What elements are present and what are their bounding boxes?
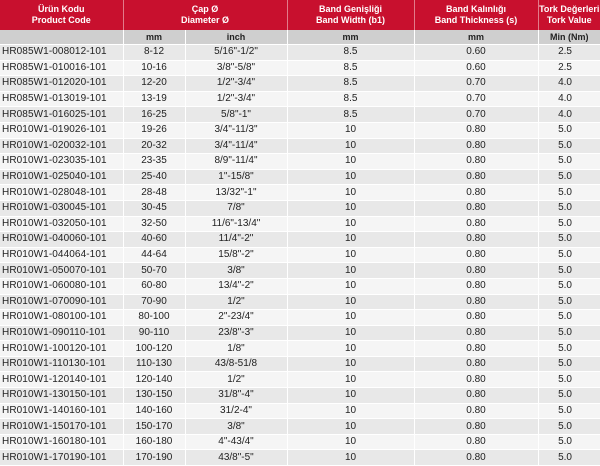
cell-torque: 5.0 (538, 216, 600, 232)
header-row (0, 0, 600, 30)
cell-product-code: HR010W1-025040-101 (0, 169, 123, 185)
table-row (0, 45, 600, 61)
cell-band-thickness: 0.70 (414, 107, 538, 123)
cell-band-width: 8.5 (287, 45, 414, 61)
cell-diameter-inch: 3/8" (185, 263, 287, 279)
cell-diameter-mm: 110-130 (123, 356, 185, 372)
cell-band-thickness: 0.80 (414, 341, 538, 357)
table-row (0, 216, 600, 232)
table-row (0, 341, 600, 357)
cell-band-thickness: 0.70 (414, 91, 538, 107)
table-row (0, 372, 600, 388)
table-row (0, 60, 600, 76)
cell-diameter-mm: 32-50 (123, 216, 185, 232)
cell-torque: 5.0 (538, 419, 600, 435)
cell-product-code: HR010W1-130150-101 (0, 388, 123, 404)
cell-torque: 5.0 (538, 356, 600, 372)
cell-torque: 4.0 (538, 91, 600, 107)
cell-diameter-inch: 43/8"-5" (185, 450, 287, 466)
cell-diameter-inch: 23/8"-3" (185, 325, 287, 341)
cell-band-width: 8.5 (287, 91, 414, 107)
unit-blank (0, 30, 123, 45)
cell-torque: 5.0 (538, 450, 600, 466)
cell-diameter-mm: 12-20 (123, 76, 185, 92)
cell-band-width: 10 (287, 372, 414, 388)
cell-torque: 5.0 (538, 185, 600, 201)
cell-band-width: 10 (287, 200, 414, 216)
header-product-code: Ürün Kodu Product Code (0, 0, 123, 30)
cell-diameter-mm: 170-190 (123, 450, 185, 466)
cell-product-code: HR010W1-040060-101 (0, 232, 123, 248)
cell-product-code: HR010W1-080100-101 (0, 310, 123, 326)
cell-band-thickness: 0.80 (414, 263, 538, 279)
cell-band-width: 10 (287, 169, 414, 185)
table-row (0, 278, 600, 294)
unit-torque: Min (Nm) (538, 30, 600, 45)
unit-mm-width: mm (287, 30, 414, 45)
cell-band-thickness: 0.80 (414, 216, 538, 232)
table-row (0, 263, 600, 279)
cell-band-thickness: 0.80 (414, 185, 538, 201)
cell-product-code: HR085W1-016025-101 (0, 107, 123, 123)
cell-band-width: 10 (287, 294, 414, 310)
cell-band-thickness: 0.80 (414, 154, 538, 170)
cell-torque: 5.0 (538, 278, 600, 294)
table-row (0, 107, 600, 123)
cell-torque: 5.0 (538, 154, 600, 170)
cell-band-thickness: 0.60 (414, 45, 538, 61)
cell-band-width: 10 (287, 138, 414, 154)
cell-band-thickness: 0.60 (414, 60, 538, 76)
cell-torque: 5.0 (538, 122, 600, 138)
cell-diameter-mm: 100-120 (123, 341, 185, 357)
cell-band-width: 10 (287, 185, 414, 201)
cell-band-thickness: 0.80 (414, 247, 538, 263)
cell-diameter-mm: 30-45 (123, 200, 185, 216)
cell-diameter-inch: 8/9"-11/4" (185, 154, 287, 170)
cell-band-width: 10 (287, 216, 414, 232)
table-row (0, 154, 600, 170)
header-band-width: Band Genişliği Band Width (b1) (287, 0, 414, 30)
cell-product-code: HR010W1-120140-101 (0, 372, 123, 388)
cell-diameter-mm: 25-40 (123, 169, 185, 185)
cell-diameter-mm: 140-160 (123, 403, 185, 419)
cell-diameter-inch: 1/2"-3/4" (185, 76, 287, 92)
cell-diameter-mm: 23-35 (123, 154, 185, 170)
cell-diameter-inch: 1/2" (185, 294, 287, 310)
cell-band-width: 10 (287, 278, 414, 294)
table-row (0, 294, 600, 310)
table-row (0, 450, 600, 466)
cell-band-thickness: 0.80 (414, 232, 538, 248)
cell-torque: 5.0 (538, 169, 600, 185)
unit-inch-diameter: inch (185, 30, 287, 45)
cell-diameter-inch: 31/8"-4" (185, 388, 287, 404)
cell-diameter-mm: 44-64 (123, 247, 185, 263)
cell-band-width: 10 (287, 419, 414, 435)
cell-diameter-inch: 4"-43/4" (185, 434, 287, 450)
table-row (0, 138, 600, 154)
cell-band-width: 10 (287, 403, 414, 419)
cell-diameter-inch: 1/8" (185, 341, 287, 357)
cell-band-width: 10 (287, 325, 414, 341)
table-row (0, 200, 600, 216)
cell-diameter-mm: 10-16 (123, 60, 185, 76)
cell-band-thickness: 0.80 (414, 434, 538, 450)
table-row (0, 310, 600, 326)
cell-diameter-mm: 60-80 (123, 278, 185, 294)
cell-band-width: 10 (287, 356, 414, 372)
cell-band-width: 10 (287, 310, 414, 326)
table-row (0, 91, 600, 107)
table-row (0, 185, 600, 201)
cell-band-width: 10 (287, 341, 414, 357)
cell-band-thickness: 0.80 (414, 419, 538, 435)
cell-diameter-inch: 5/16"-1/2" (185, 45, 287, 61)
cell-diameter-mm: 19-26 (123, 122, 185, 138)
cell-product-code: HR010W1-110130-101 (0, 356, 123, 372)
cell-torque: 5.0 (538, 247, 600, 263)
cell-band-width: 10 (287, 263, 414, 279)
cell-product-code: HR085W1-012020-101 (0, 76, 123, 92)
cell-diameter-mm: 50-70 (123, 263, 185, 279)
table-row (0, 403, 600, 419)
cell-band-width: 10 (287, 247, 414, 263)
cell-diameter-inch: 3/8"-5/8" (185, 60, 287, 76)
cell-product-code: HR010W1-150170-101 (0, 419, 123, 435)
cell-product-code: HR010W1-140160-101 (0, 403, 123, 419)
cell-diameter-mm: 8-12 (123, 45, 185, 61)
cell-band-width: 10 (287, 232, 414, 248)
cell-diameter-inch: 3/4"-11/3" (185, 122, 287, 138)
cell-product-code: HR010W1-070090-101 (0, 294, 123, 310)
cell-product-code: HR010W1-100120-101 (0, 341, 123, 357)
cell-torque: 5.0 (538, 232, 600, 248)
cell-product-code: HR010W1-060080-101 (0, 278, 123, 294)
cell-torque: 5.0 (538, 325, 600, 341)
cell-product-code: HR085W1-013019-101 (0, 91, 123, 107)
cell-band-thickness: 0.80 (414, 169, 538, 185)
table-row (0, 434, 600, 450)
header-torque-value: Tork Değerleri Tork Value (538, 0, 600, 30)
cell-torque: 5.0 (538, 138, 600, 154)
cell-diameter-mm: 40-60 (123, 232, 185, 248)
cell-band-width: 8.5 (287, 107, 414, 123)
cell-torque: 5.0 (538, 434, 600, 450)
cell-diameter-inch: 11/4"-2" (185, 232, 287, 248)
table-row (0, 247, 600, 263)
cell-band-width: 10 (287, 450, 414, 466)
cell-product-code: HR010W1-044064-101 (0, 247, 123, 263)
cell-band-thickness: 0.70 (414, 76, 538, 92)
cell-band-width: 8.5 (287, 60, 414, 76)
cell-diameter-mm: 80-100 (123, 310, 185, 326)
cell-product-code: HR010W1-028048-101 (0, 185, 123, 201)
cell-torque: 2.5 (538, 60, 600, 76)
table-row (0, 356, 600, 372)
cell-diameter-inch: 7/8" (185, 200, 287, 216)
cell-band-thickness: 0.80 (414, 388, 538, 404)
table-row (0, 232, 600, 248)
cell-diameter-mm: 28-48 (123, 185, 185, 201)
cell-torque: 4.0 (538, 107, 600, 123)
cell-diameter-mm: 70-90 (123, 294, 185, 310)
cell-torque: 5.0 (538, 341, 600, 357)
cell-diameter-mm: 150-170 (123, 419, 185, 435)
cell-diameter-mm: 20-32 (123, 138, 185, 154)
cell-diameter-inch: 5/8"-1" (185, 107, 287, 123)
cell-product-code: HR010W1-030045-101 (0, 200, 123, 216)
cell-diameter-mm: 90-110 (123, 325, 185, 341)
cell-torque: 5.0 (538, 263, 600, 279)
cell-product-code: HR010W1-019026-101 (0, 122, 123, 138)
cell-diameter-mm: 120-140 (123, 372, 185, 388)
cell-band-thickness: 0.80 (414, 403, 538, 419)
cell-diameter-inch: 13/32"-1" (185, 185, 287, 201)
table-row (0, 388, 600, 404)
cell-product-code: HR010W1-090110-101 (0, 325, 123, 341)
cell-band-thickness: 0.80 (414, 122, 538, 138)
cell-product-code: HR010W1-160180-101 (0, 434, 123, 450)
cell-diameter-inch: 1/2"-3/4" (185, 91, 287, 107)
cell-band-thickness: 0.80 (414, 294, 538, 310)
cell-torque: 5.0 (538, 372, 600, 388)
cell-torque: 5.0 (538, 294, 600, 310)
unit-mm-diameter: mm (123, 30, 185, 45)
cell-diameter-mm: 160-180 (123, 434, 185, 450)
cell-product-code: HR085W1-010016-101 (0, 60, 123, 76)
cell-product-code: HR010W1-023035-101 (0, 154, 123, 170)
cell-band-width: 10 (287, 434, 414, 450)
cell-torque: 5.0 (538, 200, 600, 216)
cell-torque: 5.0 (538, 310, 600, 326)
cell-product-code: HR085W1-008012-101 (0, 45, 123, 61)
cell-diameter-mm: 13-19 (123, 91, 185, 107)
cell-band-thickness: 0.80 (414, 372, 538, 388)
cell-diameter-inch: 13/4"-2" (185, 278, 287, 294)
cell-diameter-inch: 3/8" (185, 419, 287, 435)
cell-diameter-inch: 2"-23/4" (185, 310, 287, 326)
cell-band-width: 8.5 (287, 76, 414, 92)
units-row (0, 30, 600, 45)
cell-diameter-inch: 3/4"-11/4" (185, 138, 287, 154)
cell-band-thickness: 0.80 (414, 200, 538, 216)
cell-band-thickness: 0.80 (414, 138, 538, 154)
table-row (0, 76, 600, 92)
cell-diameter-inch: 15/8"-2" (185, 247, 287, 263)
cell-band-width: 10 (287, 122, 414, 138)
unit-mm-thickness: mm (414, 30, 538, 45)
cell-product-code: HR010W1-020032-101 (0, 138, 123, 154)
cell-band-thickness: 0.80 (414, 278, 538, 294)
table-row (0, 122, 600, 138)
cell-torque: 4.0 (538, 76, 600, 92)
cell-diameter-inch: 43/8-51/8 (185, 356, 287, 372)
cell-band-thickness: 0.80 (414, 356, 538, 372)
cell-product-code: HR010W1-050070-101 (0, 263, 123, 279)
cell-torque: 5.0 (538, 403, 600, 419)
cell-torque: 2.5 (538, 45, 600, 61)
cell-torque: 5.0 (538, 388, 600, 404)
cell-diameter-mm: 16-25 (123, 107, 185, 123)
table-row (0, 169, 600, 185)
cell-band-width: 10 (287, 388, 414, 404)
cell-diameter-inch: 1"-15/8" (185, 169, 287, 185)
table-row (0, 325, 600, 341)
cell-product-code: HR010W1-032050-101 (0, 216, 123, 232)
table-row (0, 419, 600, 435)
cell-diameter-inch: 11/6"-13/4" (185, 216, 287, 232)
cell-band-thickness: 0.80 (414, 325, 538, 341)
cell-band-thickness: 0.80 (414, 310, 538, 326)
header-band-thickness: Band Kalınlığı Band Thickness (s) (414, 0, 538, 30)
cell-band-width: 10 (287, 154, 414, 170)
cell-diameter-mm: 130-150 (123, 388, 185, 404)
cell-diameter-inch: 1/2" (185, 372, 287, 388)
cell-product-code: HR010W1-170190-101 (0, 450, 123, 466)
header-diameter: Çap Ø Diameter Ø (123, 0, 287, 30)
cell-diameter-inch: 31/2-4" (185, 403, 287, 419)
cell-band-thickness: 0.80 (414, 450, 538, 466)
table-body (0, 45, 600, 466)
